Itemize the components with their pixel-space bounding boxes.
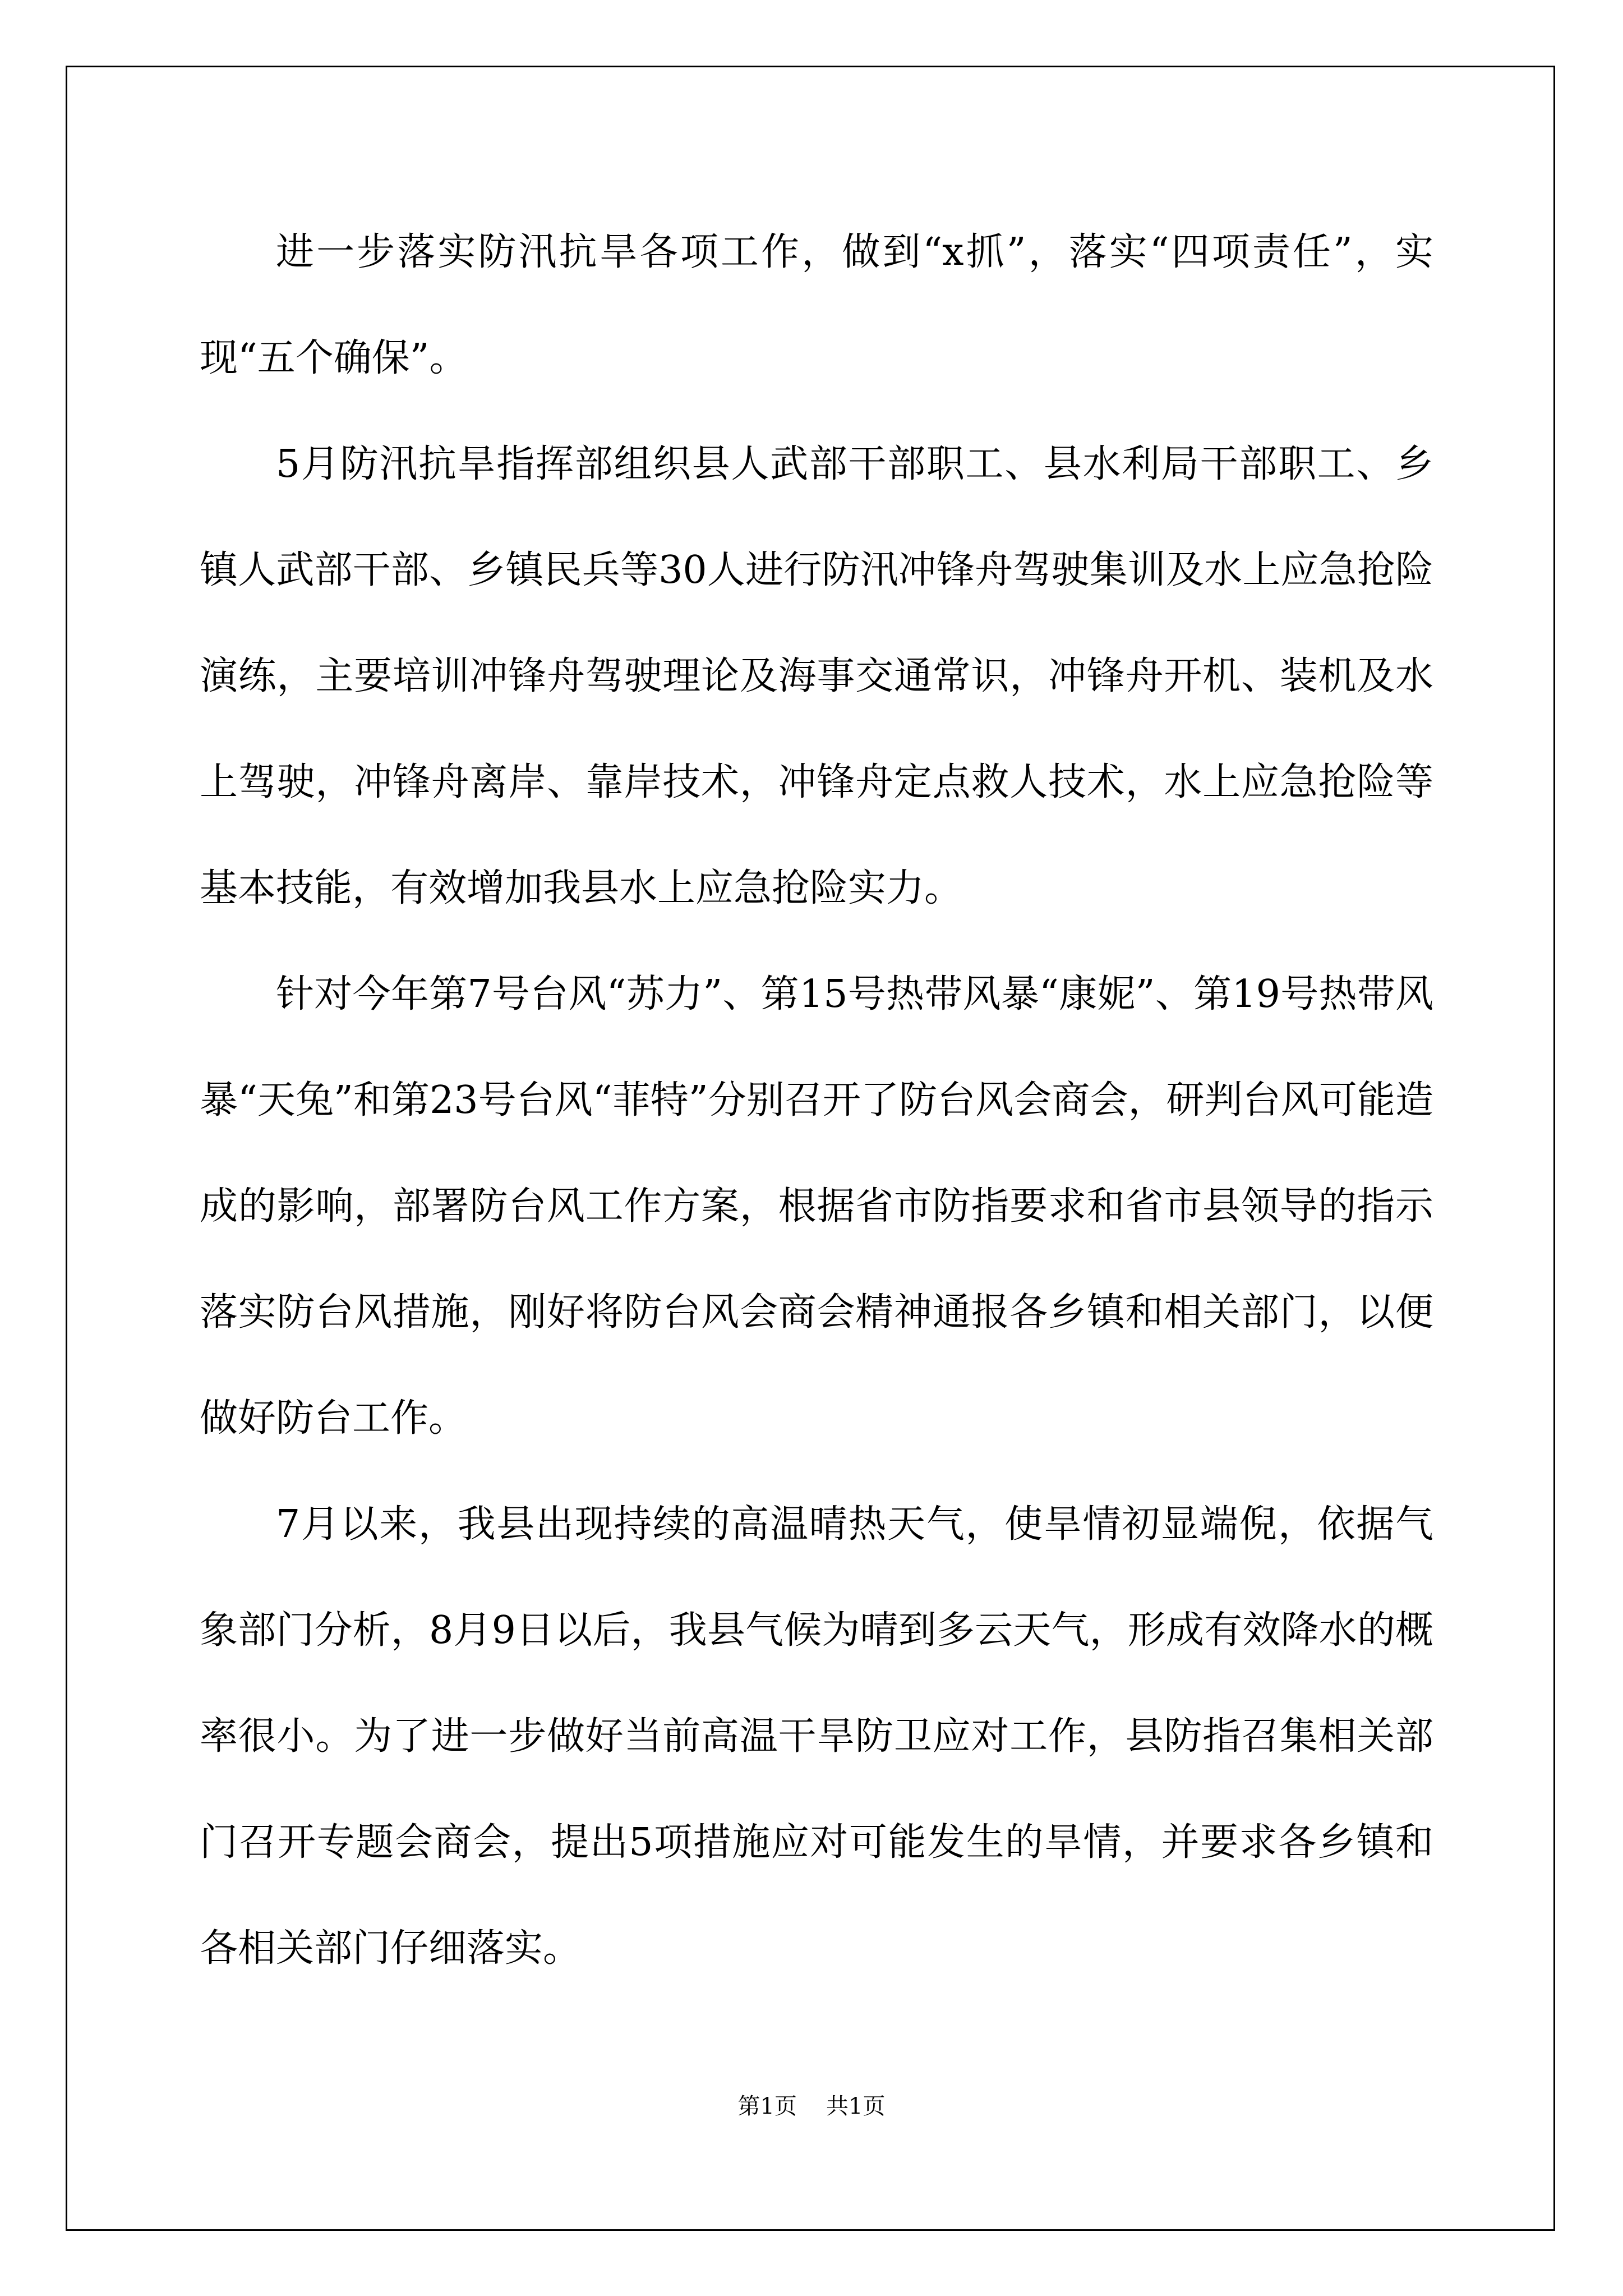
paragraph-2: 5月防汛抗旱指挥部组织县人武部干部职工、县水利局干部职工、乡镇人武部干部、乡镇民兵等30人进行防汛冲锋舟驾驶集训及水上应急抢险演练，主要培训冲锋舟驾驶理论及海事交通常识，冲锋舟开机、装机及水上驾驶，冲锋舟离岸、靠岸技术，冲锋舟定点救人技术，水上应急抢险等基本技能，有效增加我县水上应急抢险实力。 bbox=[200, 442, 1433, 910]
document-body bbox=[200, 199, 1433, 2001]
page-footer bbox=[0, 2090, 1623, 2123]
paragraph-1: 进一步落实防汛抗旱各项工作，做到“x抓”，落实“四项责任”，实现“五个确保”。 bbox=[200, 230, 1433, 380]
page-number: 第1页 bbox=[737, 2093, 797, 2119]
page-total: 共1页 bbox=[826, 2093, 886, 2119]
paragraph-4: 7月以来，我县出现持续的高温晴热天气，使旱情初显端倪，依据气象部门分析，8月9日以后，我县气候为晴到多云天气，形成有效降水的概率很小。为了进一步做好当前高温干旱防卫应对工作，县防指召集相关部门召开专题会商会，提出5项措施应对可能发生的旱情，并要求各乡镇和各相关部门仔细落实。 bbox=[200, 1502, 1433, 1971]
paragraph-3: 针对今年第7号台风“苏力”、第15号热带风暴“康妮”、第19号热带风暴“天兔”和第23号台风“菲特”分别召开了防台风会商会，研判台风可能造成的影响，部署防台风工作方案，根据省市防指要求和省市县领导的指示落实防台风措施，刚好将防台风会商会精神通报各乡镇和相关部门，以便做好防台工作。 bbox=[200, 972, 1433, 1441]
